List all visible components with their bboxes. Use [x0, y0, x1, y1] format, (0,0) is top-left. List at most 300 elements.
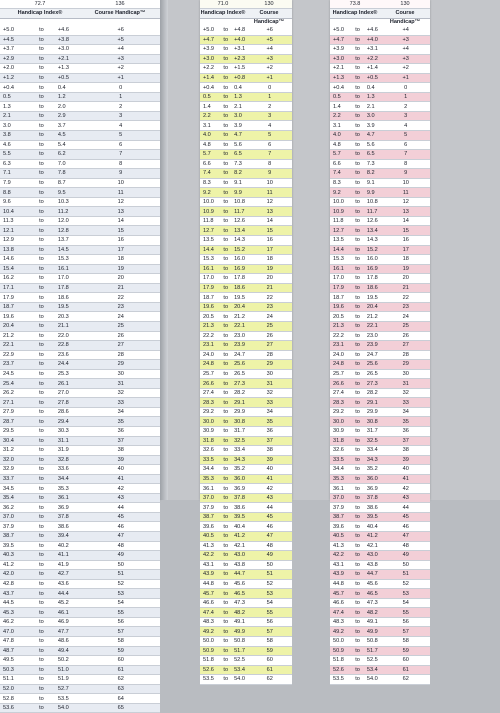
index-low: 7.4	[330, 169, 355, 179]
range-to: to	[39, 245, 58, 255]
range-to: to	[223, 26, 234, 35]
table-row	[200, 283, 292, 293]
range-to: to	[39, 484, 58, 494]
range-to: to	[355, 293, 367, 303]
course-handicap: 3	[247, 111, 292, 121]
range-to: to	[223, 379, 234, 389]
index-low: 52.0	[0, 684, 39, 694]
course-handicap: 16	[381, 236, 430, 246]
range-to: to	[39, 665, 58, 675]
range-to: to	[39, 207, 58, 217]
range-to: to	[39, 331, 58, 341]
range-to: to	[355, 436, 367, 446]
course-handicap: 62	[381, 675, 430, 685]
table-row	[0, 321, 160, 331]
index-low: 0.5	[330, 92, 355, 102]
index-low: 32.6	[200, 446, 223, 456]
range-to: to	[355, 484, 367, 494]
range-to: to	[355, 26, 367, 35]
table-row	[0, 216, 160, 226]
index-low: 9.2	[200, 188, 223, 198]
index-low: 18.7	[330, 293, 355, 303]
course-handicap: 47	[247, 531, 292, 541]
index-low: 15.3	[330, 255, 355, 265]
table-row	[330, 169, 430, 179]
range-to: to	[39, 197, 58, 207]
course-handicap: 20	[247, 274, 292, 284]
index-high: 53.4	[234, 665, 247, 675]
course-handicap: 41	[81, 474, 160, 484]
index-high: 0.4	[58, 83, 82, 93]
index-high: +0.8	[234, 73, 247, 83]
table-row	[330, 474, 430, 484]
table-row	[330, 45, 430, 55]
index-low: 5.5	[0, 150, 39, 160]
index-high: 0.4	[234, 83, 247, 93]
index-high: 14.5	[58, 245, 82, 255]
table-row	[0, 560, 160, 570]
handicap-index-header: Handicap Index®	[332, 10, 378, 16]
index-high: 13.7	[58, 236, 82, 246]
index-high: 49.1	[234, 617, 247, 627]
course-handicap: 46	[247, 522, 292, 532]
index-high: 4.7	[234, 131, 247, 141]
index-high: 28.6	[58, 407, 82, 417]
table-row	[200, 598, 292, 608]
table-row	[330, 493, 430, 503]
index-low: 15.4	[0, 264, 39, 274]
index-low: 46.6	[330, 598, 355, 608]
index-high: +2.2	[367, 54, 382, 64]
index-low: 25.7	[330, 369, 355, 379]
table-row	[0, 111, 160, 121]
range-to: to	[223, 608, 234, 618]
range-to: to	[223, 598, 234, 608]
table-row	[330, 312, 430, 322]
table-row	[0, 656, 160, 666]
course-handicap: 38	[81, 446, 160, 456]
table-row	[330, 379, 430, 389]
card-header	[200, 0, 292, 26]
index-high: 5.4	[58, 140, 82, 150]
range-to: to	[223, 589, 234, 599]
course-handicap: 46	[381, 522, 430, 532]
table-row	[330, 121, 430, 131]
table-row	[330, 302, 430, 312]
table-row	[330, 216, 430, 226]
course-handicap: 29	[247, 360, 292, 370]
table-row	[0, 398, 160, 408]
course-handicap: 11	[81, 188, 160, 198]
course-handicap: 37	[81, 436, 160, 446]
index-high: 24.4	[58, 360, 82, 370]
index-low: 9.6	[0, 197, 39, 207]
table-row	[330, 35, 430, 45]
table-row	[330, 665, 430, 675]
index-low: 24.0	[200, 350, 223, 360]
course-handicap: 45	[247, 512, 292, 522]
course-handicap: 55	[381, 608, 430, 618]
course-handicap: 28	[381, 350, 430, 360]
index-low: 14.4	[330, 245, 355, 255]
handicap-card-1	[0, 0, 160, 712]
index-high: +4.6	[58, 26, 82, 35]
course-handicap: 19	[81, 264, 160, 274]
course-handicap: 30	[247, 369, 292, 379]
index-low: 22.1	[0, 341, 39, 351]
range-to: to	[39, 102, 58, 112]
index-low: 45.3	[0, 608, 39, 618]
table-row	[330, 131, 430, 141]
table-row	[0, 541, 160, 551]
range-to: to	[39, 35, 58, 45]
course-handicap-header: Course Handicap™	[253, 10, 285, 25]
index-low: 11.8	[330, 216, 355, 226]
course-handicap: 8	[247, 159, 292, 169]
range-to: to	[223, 531, 234, 541]
table-row	[330, 637, 430, 647]
course-handicap: 56	[81, 617, 160, 627]
table-row	[0, 617, 160, 627]
index-low: 37.0	[0, 512, 39, 522]
course-handicap: +4	[81, 45, 160, 55]
table-row	[200, 150, 292, 160]
course-handicap: 6	[81, 140, 160, 150]
index-high: 25.6	[367, 360, 382, 370]
index-high: 32.5	[367, 436, 382, 446]
range-to: to	[355, 446, 367, 456]
range-to: to	[355, 92, 367, 102]
course-handicap: 37	[381, 436, 430, 446]
index-high: 43.6	[58, 579, 82, 589]
table-row	[200, 379, 292, 389]
index-high: 29.9	[234, 407, 247, 417]
index-low: 53.5	[330, 675, 355, 685]
course-handicap: 24	[81, 312, 160, 322]
index-low: 15.3	[200, 255, 223, 265]
course-handicap: 58	[247, 637, 292, 647]
index-low: 36.2	[0, 503, 39, 513]
course-handicap: 20	[381, 274, 430, 284]
course-handicap: +6	[81, 26, 160, 35]
course-handicap: 2	[381, 102, 430, 112]
range-to: to	[39, 694, 58, 704]
course-handicap: 38	[381, 446, 430, 456]
index-high: 14.3	[234, 236, 247, 246]
index-low: 46.6	[200, 598, 223, 608]
range-to: to	[223, 321, 234, 331]
course-handicap: 19	[381, 264, 430, 274]
index-low: 19.6	[200, 302, 223, 312]
table-row	[200, 426, 292, 436]
course-handicap: 36	[247, 426, 292, 436]
index-high: 50.8	[234, 637, 247, 647]
index-high: 17.8	[367, 274, 382, 284]
range-to: to	[223, 341, 234, 351]
table-row	[330, 426, 430, 436]
course-handicap: 32	[247, 388, 292, 398]
range-to: to	[223, 245, 234, 255]
course-handicap: +6	[247, 26, 292, 35]
range-to: to	[355, 140, 367, 150]
course-handicap: 50	[247, 560, 292, 570]
index-low: +1.3	[330, 73, 355, 83]
course-handicap: 30	[381, 369, 430, 379]
index-low: 26.2	[0, 388, 39, 398]
index-low: 37.0	[330, 493, 355, 503]
table-row	[330, 436, 430, 446]
index-high: 11.7	[367, 207, 382, 217]
index-high: 30.8	[367, 417, 382, 427]
index-low: +4.7	[200, 35, 223, 45]
handicap-card-2	[200, 0, 292, 683]
range-to: to	[355, 73, 367, 83]
index-low: 1.3	[0, 102, 39, 112]
range-to: to	[223, 207, 234, 217]
table-row	[330, 102, 430, 112]
range-to: to	[223, 656, 234, 666]
table-row	[330, 675, 430, 685]
range-to: to	[355, 45, 367, 55]
range-to: to	[223, 503, 234, 513]
table-row	[330, 589, 430, 599]
table-row	[330, 398, 430, 408]
range-to: to	[39, 675, 58, 685]
index-low: +3.0	[330, 54, 355, 64]
course-rating: 73.8	[349, 1, 361, 7]
table-row	[330, 188, 430, 198]
index-low: 17.9	[330, 283, 355, 293]
index-high: +0.5	[58, 73, 82, 83]
range-to: to	[355, 64, 367, 74]
range-to: to	[223, 150, 234, 160]
course-handicap: 52	[381, 579, 430, 589]
table-row	[330, 627, 430, 637]
index-high: 7.3	[234, 159, 247, 169]
table-row	[0, 694, 160, 704]
index-low: 12.9	[0, 236, 39, 246]
course-handicap: 51	[81, 570, 160, 580]
index-low: +3.7	[0, 45, 39, 55]
table-row	[200, 255, 292, 265]
course-handicap: 27	[247, 341, 292, 351]
index-high: 41.2	[367, 531, 382, 541]
index-low: 48.3	[330, 617, 355, 627]
course-handicap: 19	[247, 264, 292, 274]
index-high: 54.0	[367, 675, 382, 685]
index-low: 22.2	[200, 331, 223, 341]
course-handicap: 33	[81, 398, 160, 408]
index-high: 48.2	[367, 608, 382, 618]
table-row	[200, 560, 292, 570]
index-high: 3.0	[234, 111, 247, 121]
range-to: to	[39, 627, 58, 637]
table-row	[200, 589, 292, 599]
index-low: 47.4	[330, 608, 355, 618]
index-high: 34.3	[367, 455, 382, 465]
index-high: 26.1	[58, 379, 82, 389]
index-high: 37.8	[234, 493, 247, 503]
index-high: 27.0	[58, 388, 82, 398]
course-handicap: +5	[247, 35, 292, 45]
course-handicap: 47	[381, 531, 430, 541]
range-to: to	[355, 598, 367, 608]
course-handicap: 35	[381, 417, 430, 427]
range-to: to	[39, 159, 58, 169]
table-row	[200, 302, 292, 312]
table-row	[200, 321, 292, 331]
index-low: 6.3	[0, 159, 39, 169]
range-to: to	[39, 388, 58, 398]
range-to: to	[223, 398, 234, 408]
range-to: to	[223, 484, 234, 494]
course-handicap: 54	[381, 598, 430, 608]
table-row	[200, 341, 292, 351]
index-low: 37.9	[0, 522, 39, 532]
range-to: to	[355, 665, 367, 675]
range-to: to	[39, 360, 58, 370]
course-handicap: 58	[81, 637, 160, 647]
course-handicap: 18	[381, 255, 430, 265]
index-high: 35.2	[367, 465, 382, 475]
index-low: 20.5	[330, 312, 355, 322]
course-handicap: 25	[81, 321, 160, 331]
range-to: to	[355, 426, 367, 436]
course-handicap: 61	[381, 665, 430, 675]
index-high: 10.8	[367, 197, 382, 207]
course-handicap: 10	[381, 178, 430, 188]
course-handicap: 27	[81, 341, 160, 351]
course-handicap: 39	[247, 455, 292, 465]
course-handicap: +4	[381, 26, 430, 35]
course-handicap: 57	[381, 627, 430, 637]
index-low: 14.6	[0, 255, 39, 265]
table-row	[330, 560, 430, 570]
course-handicap: 53	[81, 589, 160, 599]
range-to: to	[223, 331, 234, 341]
course-handicap: 21	[81, 283, 160, 293]
index-low: 10.0	[200, 197, 223, 207]
table-row	[0, 474, 160, 484]
range-to: to	[223, 188, 234, 198]
index-low: 4.8	[330, 140, 355, 150]
course-handicap: 11	[247, 188, 292, 198]
index-low: 13.8	[0, 245, 39, 255]
course-handicap: 52	[81, 579, 160, 589]
index-low: 43.1	[200, 560, 223, 570]
index-high: 3.0	[367, 111, 382, 121]
table-row	[200, 197, 292, 207]
index-low: 20.5	[200, 312, 223, 322]
range-to: to	[223, 407, 234, 417]
index-low: 24.0	[330, 350, 355, 360]
table-row	[200, 178, 292, 188]
table-row	[0, 159, 160, 169]
course-handicap: 23	[247, 302, 292, 312]
range-to: to	[223, 455, 234, 465]
course-handicap: 55	[81, 608, 160, 618]
index-low: 47.8	[0, 637, 39, 647]
range-to: to	[223, 627, 234, 637]
table-row	[330, 226, 430, 236]
table-row	[0, 121, 160, 131]
course-handicap: 62	[247, 675, 292, 685]
table-row	[0, 598, 160, 608]
range-to: to	[39, 598, 58, 608]
course-handicap: 61	[81, 665, 160, 675]
index-high: 41.2	[234, 531, 247, 541]
index-low: 2.2	[200, 111, 223, 121]
range-to: to	[355, 197, 367, 207]
index-high: 23.0	[367, 331, 382, 341]
range-to: to	[39, 407, 58, 417]
course-handicap: 14	[247, 216, 292, 226]
index-low: 31.8	[330, 436, 355, 446]
index-high: 39.4	[58, 531, 82, 541]
table-row	[0, 312, 160, 322]
course-handicap: 48	[81, 541, 160, 551]
index-low: 5.7	[200, 150, 223, 160]
table-row	[0, 255, 160, 265]
range-to: to	[39, 140, 58, 150]
range-to: to	[355, 312, 367, 322]
range-to: to	[355, 131, 367, 141]
index-high: 42.7	[58, 570, 82, 580]
range-to: to	[355, 226, 367, 236]
range-to: to	[355, 541, 367, 551]
index-low: 10.9	[330, 207, 355, 217]
range-to: to	[39, 131, 58, 141]
index-low: 34.4	[200, 465, 223, 475]
index-high: 26.5	[367, 369, 382, 379]
index-low: +1.2	[0, 73, 39, 83]
course-handicap: 39	[381, 455, 430, 465]
index-low: 39.5	[0, 541, 39, 551]
index-low: 4.6	[0, 140, 39, 150]
table-row	[200, 226, 292, 236]
table-row	[200, 45, 292, 55]
table-row	[200, 627, 292, 637]
index-low: 0.5	[200, 92, 223, 102]
range-to: to	[355, 465, 367, 475]
index-low: 3.1	[330, 121, 355, 131]
index-low: 23.7	[0, 360, 39, 370]
table-row	[200, 407, 292, 417]
index-low: 36.1	[200, 484, 223, 494]
index-high: 35.3	[58, 484, 82, 494]
table-row	[330, 245, 430, 255]
table-row	[0, 522, 160, 532]
rating-slope-row	[0, 0, 160, 9]
table-row	[200, 92, 292, 102]
table-row	[0, 331, 160, 341]
course-handicap: 46	[81, 522, 160, 532]
index-high: 38.6	[58, 522, 82, 532]
index-low: 28.3	[330, 398, 355, 408]
table-row	[330, 350, 430, 360]
course-handicap: 31	[247, 379, 292, 389]
index-high: 21.2	[367, 312, 382, 322]
table-row	[0, 54, 160, 64]
index-low: 17.0	[200, 274, 223, 284]
index-low: 35.3	[330, 474, 355, 484]
range-to: to	[355, 455, 367, 465]
index-high: 28.2	[234, 388, 247, 398]
course-handicap: 9	[381, 169, 430, 179]
index-high: 42.1	[234, 541, 247, 551]
course-handicap: 15	[247, 226, 292, 236]
table-row	[200, 665, 292, 675]
